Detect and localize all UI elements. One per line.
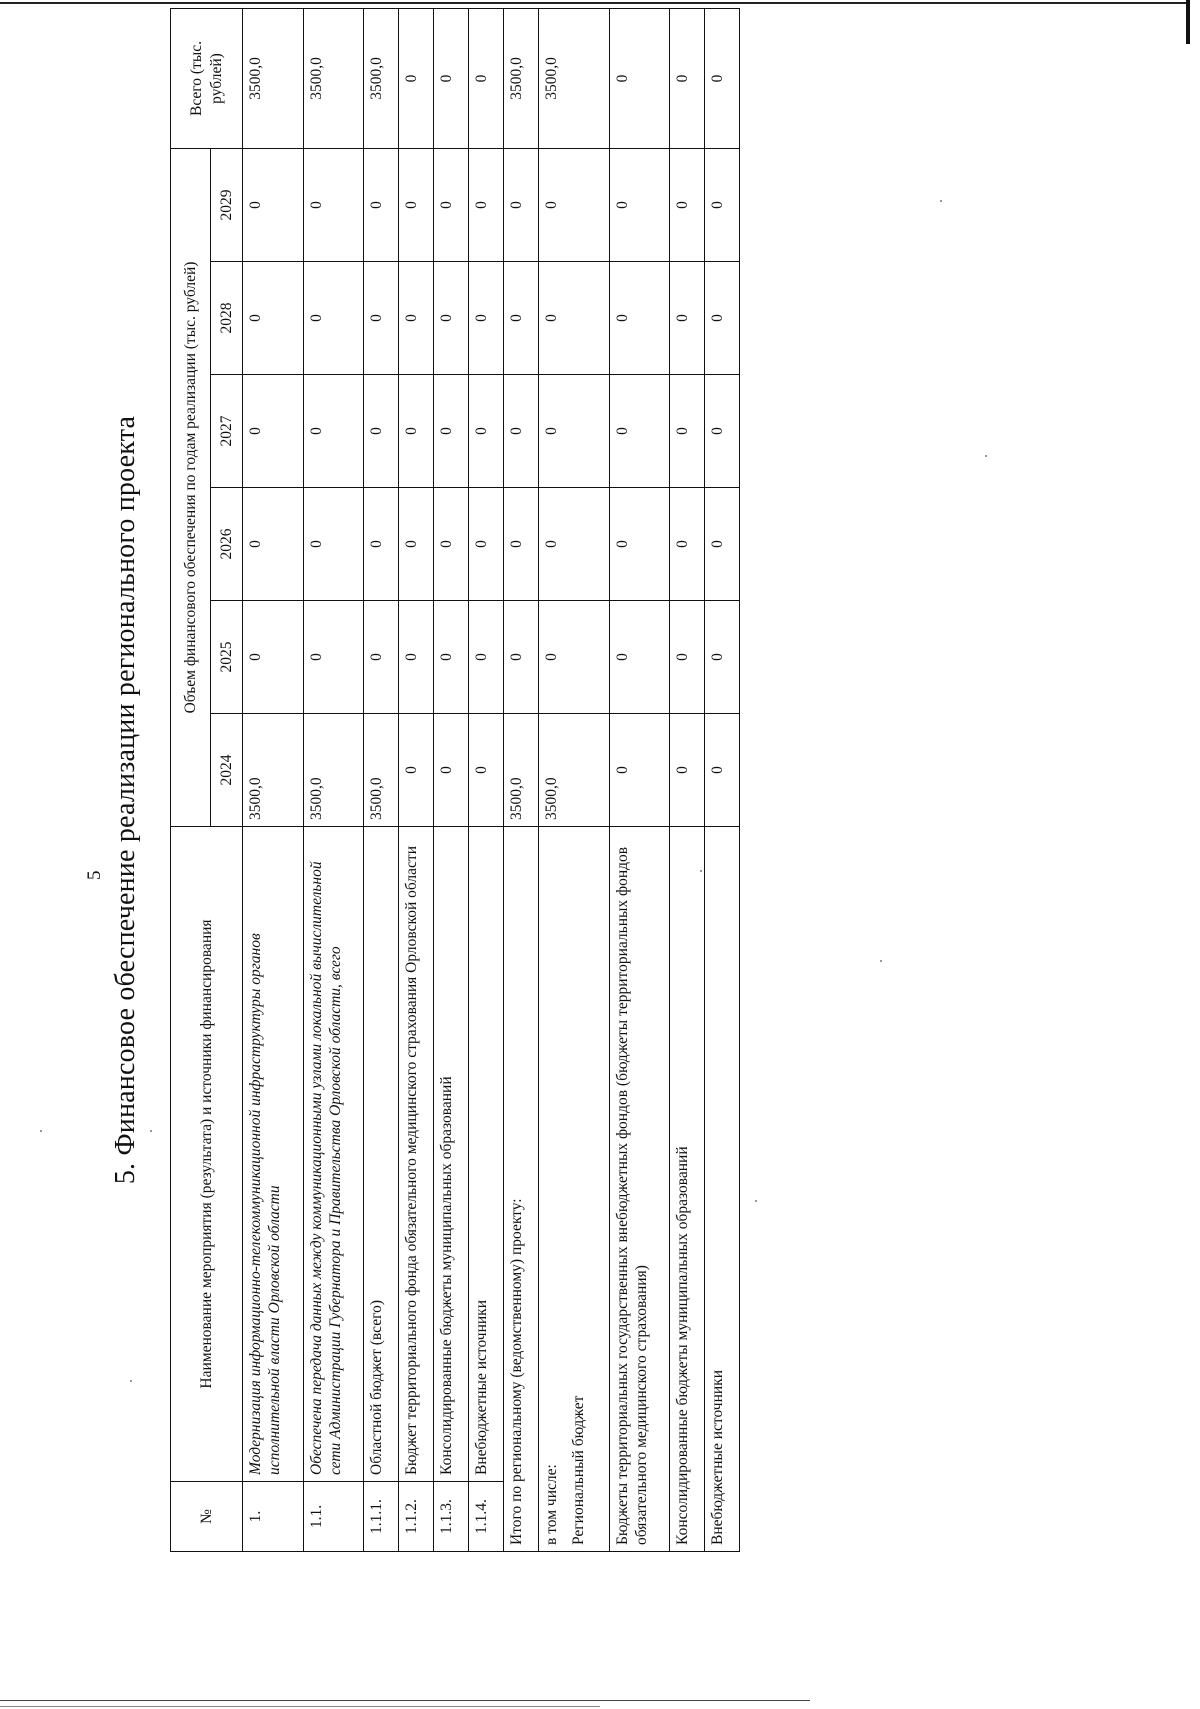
summary-name: Консолидированные бюджеты муниципальных образований	[670, 827, 705, 1552]
cell-total: 3500,0	[243, 8, 304, 148]
header-year: 2024	[211, 714, 243, 827]
cell-value: 0	[670, 488, 705, 601]
cell-value: 0	[609, 148, 670, 261]
cell-value: 0	[433, 148, 468, 261]
cell-value: 0	[433, 488, 468, 601]
cell-total: 0	[705, 8, 740, 148]
cell-value: 0	[303, 488, 364, 601]
row-name: Модернизация информационно-телекоммуникационной инфраструктуры органов исполнительной власти Орловской области	[243, 827, 304, 1482]
cell-value: 0	[609, 488, 670, 601]
cell-value: 0	[398, 488, 433, 601]
cell-value: 0	[398, 601, 433, 714]
table-row	[468, 8, 503, 1551]
cell-value: 0	[433, 601, 468, 714]
cell-value: 0	[609, 262, 670, 375]
row-name: Бюджет территориального фонда обязательного медицинского страхования Орловской области	[398, 827, 433, 1482]
cell-value: 0	[538, 148, 609, 261]
cell-total: 3500,0	[503, 8, 538, 148]
cell-value: 0	[705, 488, 740, 601]
cell-value: 0	[503, 601, 538, 714]
cell-value: 0	[670, 148, 705, 261]
cell-value: 0	[503, 262, 538, 375]
header-total: Всего (тыс. рублей)	[171, 8, 243, 148]
summary-row	[538, 8, 609, 1551]
cell-value: 0	[503, 375, 538, 488]
header-year: 2029	[211, 148, 243, 261]
cell-value: 0	[243, 262, 304, 375]
cell-total: 0	[468, 8, 503, 148]
cell-value: 0	[538, 601, 609, 714]
summary-row	[705, 8, 740, 1551]
summary-name-regional: Региональный бюджет	[569, 1395, 587, 1545]
cell-value: 0	[538, 262, 609, 375]
cell-value: 0	[364, 488, 399, 601]
summary-row	[670, 8, 705, 1551]
cell-total: 0	[433, 8, 468, 148]
cell-total: 0	[670, 8, 705, 148]
cell-value: 0	[433, 262, 468, 375]
cell-value: 3500,0	[538, 714, 609, 827]
header-name: Наименование мероприятия (результата) и источники финансирования	[171, 827, 243, 1482]
financing-table	[170, 8, 740, 1552]
cell-value: 0	[468, 488, 503, 601]
page-number: 5	[84, 870, 105, 880]
cell-value: 0	[398, 714, 433, 827]
scan-speck	[985, 455, 987, 457]
header-year: 2026	[211, 488, 243, 601]
summary-subheading: в том числе:	[542, 1464, 560, 1545]
row-name: Обеспечена передача данных между коммуникационными узлами локальной вычислительной сети Администрации Губернатора и Правительства Орловской области, всего	[303, 827, 364, 1482]
header-volume-group: Объем финансового обеспечения по годам реализации (тыс. рублей)	[171, 148, 211, 826]
cell-total: 3500,0	[364, 8, 399, 148]
scan-edge-bottom-shadow	[0, 1706, 600, 1707]
cell-value: 3500,0	[303, 714, 364, 827]
cell-value: 0	[433, 375, 468, 488]
row-number: 1.1.3.	[433, 1482, 468, 1552]
row-number: 1.1.1.	[364, 1482, 399, 1552]
cell-value: 0	[670, 601, 705, 714]
row-number: 1.1.4.	[468, 1482, 503, 1552]
cell-value: 0	[243, 375, 304, 488]
cell-value: 0	[468, 262, 503, 375]
cell-value: 0	[468, 375, 503, 488]
cell-value: 0	[503, 488, 538, 601]
cell-value: 3500,0	[364, 714, 399, 827]
cell-value: 0	[670, 262, 705, 375]
cell-value: 0	[303, 601, 364, 714]
cell-value: 0	[243, 601, 304, 714]
row-name: Областной бюджет (всего)	[364, 827, 399, 1482]
table-row	[364, 8, 399, 1551]
header-year: 2027	[211, 375, 243, 488]
scan-edge-bottom	[0, 1700, 810, 1701]
cell-value: 0	[468, 714, 503, 827]
row-number: 1.1.2.	[398, 1482, 433, 1552]
summary-name: Внебюджетные источники	[705, 827, 740, 1552]
cell-total: 0	[609, 8, 670, 148]
cell-value: 0	[670, 714, 705, 827]
cell-value: 0	[243, 148, 304, 261]
row-name: Консолидированные бюджеты муниципальных образований	[433, 827, 468, 1482]
row-number: 1.1.	[303, 1482, 364, 1552]
cell-value: 0	[609, 601, 670, 714]
cell-value: 0	[364, 148, 399, 261]
cell-value: 3500,0	[243, 714, 304, 827]
cell-value: 0	[705, 148, 740, 261]
cell-value: 0	[609, 714, 670, 827]
cell-value: 0	[303, 148, 364, 261]
cell-value: 0	[468, 601, 503, 714]
summary-name: Бюджеты территориальных государственных внебюджетных фондов (бюджеты территориальных фондов обязательного медицинского страхования)	[609, 827, 670, 1552]
cell-value: 0	[705, 601, 740, 714]
table-row	[303, 8, 364, 1551]
header-year: 2028	[211, 262, 243, 375]
summary-name	[538, 827, 609, 1552]
cell-value: 0	[398, 262, 433, 375]
row-name: Внебюджетные источники	[468, 827, 503, 1482]
cell-value: 0	[433, 714, 468, 827]
cell-value: 0	[303, 262, 364, 375]
cell-value: 0	[609, 375, 670, 488]
summary-name: Итого по региональному (ведомственному) проекту:	[503, 827, 538, 1552]
scan-edge-right	[1186, 0, 1190, 44]
summary-row	[609, 8, 670, 1551]
cell-value: 0	[705, 714, 740, 827]
cell-value: 0	[303, 375, 364, 488]
cell-value: 0	[468, 148, 503, 261]
summary-row	[503, 8, 538, 1551]
table-row	[433, 8, 468, 1551]
cell-total: 3500,0	[538, 8, 609, 148]
table-row	[243, 8, 304, 1551]
scan-speck	[940, 200, 942, 202]
cell-value: 0	[398, 148, 433, 261]
cell-value: 3500,0	[503, 714, 538, 827]
cell-value: 0	[670, 375, 705, 488]
cell-value: 0	[705, 375, 740, 488]
header-year: 2025	[211, 601, 243, 714]
cell-total: 3500,0	[303, 8, 364, 148]
cell-total: 0	[398, 8, 433, 148]
cell-value: 0	[398, 375, 433, 488]
cell-value: 0	[538, 488, 609, 601]
header-no: №	[171, 1482, 243, 1552]
table-row	[398, 8, 433, 1551]
cell-value: 0	[364, 601, 399, 714]
cell-value: 0	[364, 262, 399, 375]
page-title: 5. Финансовое обеспечение реализации регионального проекта	[110, 415, 141, 1185]
row-number: 1.	[243, 1482, 304, 1552]
cell-value: 0	[503, 148, 538, 261]
cell-value: 0	[364, 375, 399, 488]
cell-value: 0	[538, 375, 609, 488]
cell-value: 0	[243, 488, 304, 601]
cell-value: 0	[705, 262, 740, 375]
